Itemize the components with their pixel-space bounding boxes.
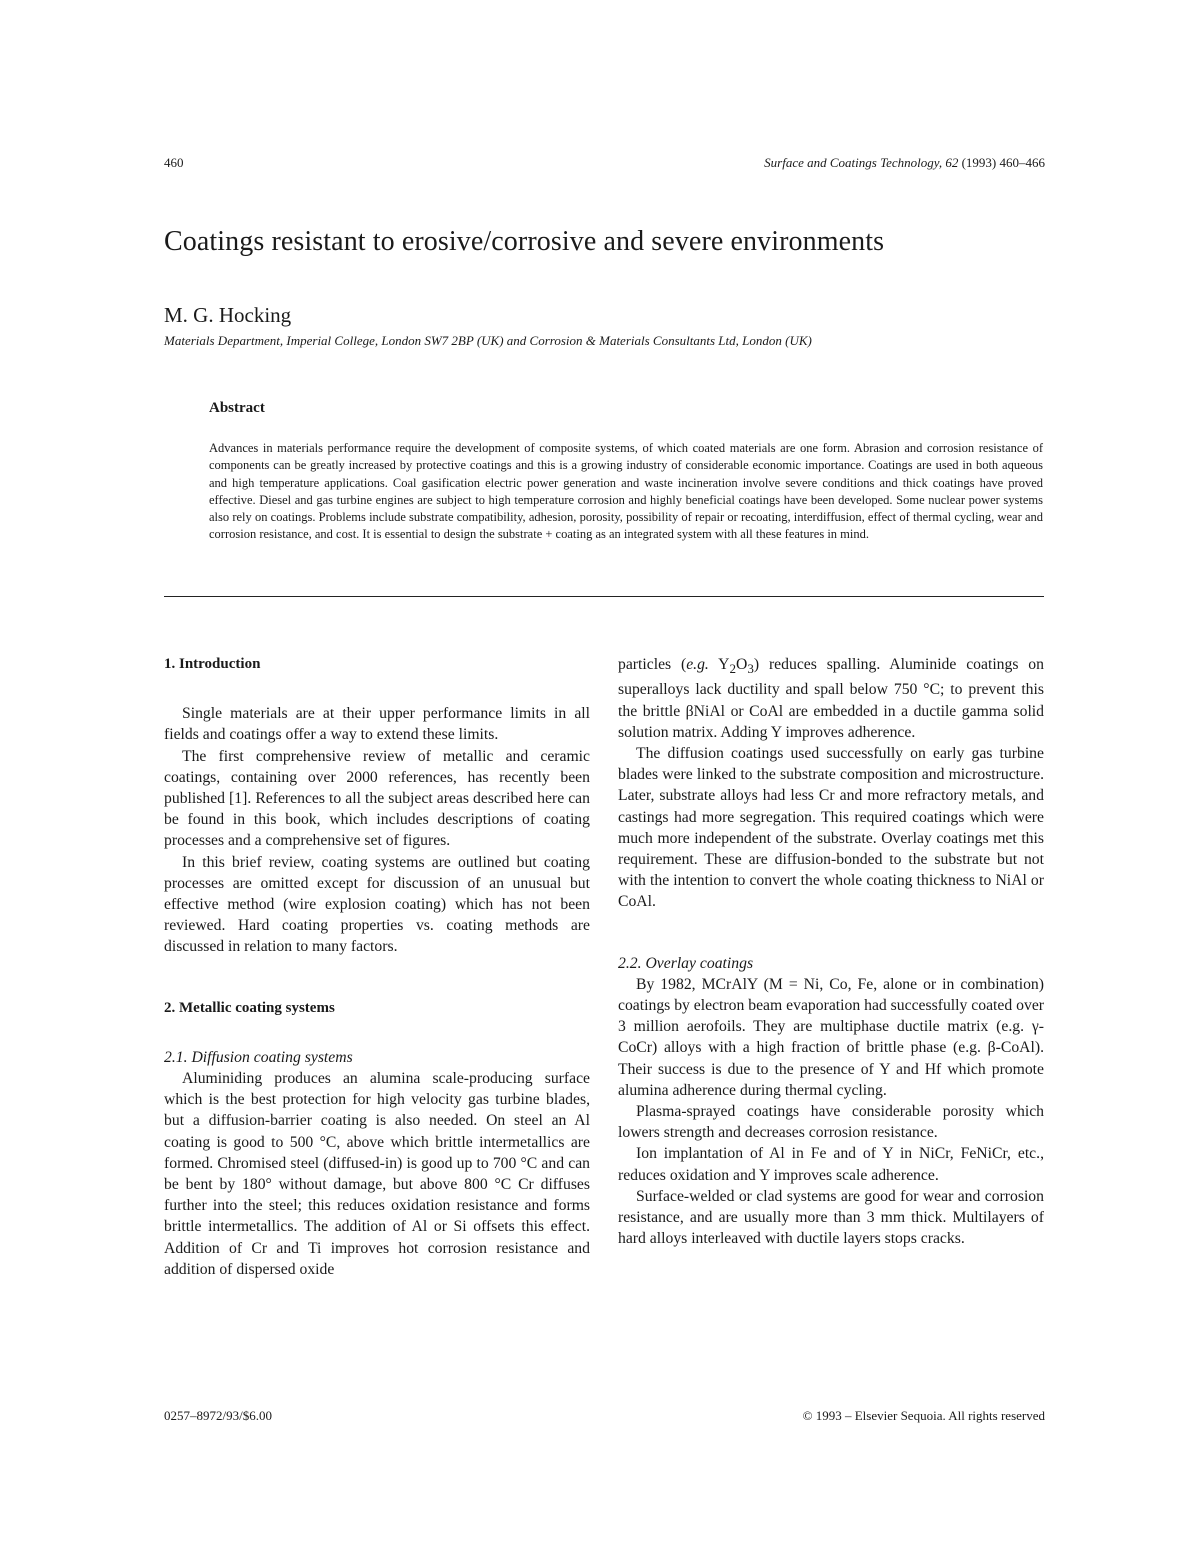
section-heading-metallic-coatings: 2. Metallic coating systems [164,999,335,1016]
intro-paragraph-2: The first comprehensive review of metallic and ceramic coatings, containing over 2000 references, has recently been published [1]. References to all the subject areas described here can be found in this book, which includes descriptions of coating processes and a comprehensive set of figures. [164,747,590,850]
journal-name: Surface and Coatings Technology, [764,155,943,170]
right-column [618,654,1044,1249]
diffusion-paragraph-1: Aluminiding produces an alumina scale-producing surface which is the best protection for high velocity gas turbine blades, but a diffusion-barrier coating is also needed. On steel an Al coating is good to 500 °C, above which brittle intermetallics are formed. Chromised steel (diffused-in) is good up to 700 °C and can be bent by 180° without damage, but above 800 °C Cr diffuses further into the steel; this reduces oxidation resistance and forms brittle intermetallics. The addition of Al or Si offsets this effect. Addition of Cr and Ti improves hot corrosion resistance and addition of dispersed oxide [164,1070,590,1278]
journal-year-pages: (1993) 460–466 [961,155,1045,170]
overlay-paragraph-2: Plasma-sprayed coatings have considerable porosity which lowers strength and decreases corrosion resistance. [618,1103,1044,1142]
paper-title: Coatings resistant to erosive/corrosive and severe environments [164,226,885,257]
continued-paragraph: particles (e.g. $Y_2O_3$) reduces spalling. Aluminide coatings on superalloys lack ductility and spall below 750 °C; to prevent this the brittle βNiAl or CoAl are embedded in a ductile gamma solid solution matrix. Adding Y improves adherence. [618,656,1044,741]
subsection-heading-diffusion: 2.1. Diffusion coating systems [164,1048,353,1066]
author-name: M. G. Hocking [164,303,292,327]
intro-paragraph-3: In this brief review, coating systems are outlined but coating processes are omitted except for discussion of an unusual but effective method (wire explosion coating) which has not been reviewed. Hard coating properties vs. coating methods are discussed in relation to many factors. [164,853,590,956]
page-number: 460 [164,155,184,170]
section-divider [164,596,1044,597]
abstract-text: Advances in materials performance require the development of composite systems, of which coated materials are one form. Abrasion and corrosion resistance of components can be greatly increased by protective coatings and this is a growing industry of considerable economic importance. Coatings are used in both aqueous and high temperature applications. Coal gasification electric power generation and waste incineration involve severe conditions and thick coatings have proved effective. Diesel and gas turbine engines are subject to high temperature corrosion and highly beneficial coatings have been developed. Some nuclear power systems also rely on coatings. Problems include substrate compatibility, adhesion, porosity, possibility of repair or recoating, interdiffusion, effect of thermal cycling, wear and corrosion resistance, and cost. It is essential to design the substrate + coating as an integrated system with all these features in mind. [209,441,1043,542]
intro-paragraph-1: Single materials are at their upper performance limits in all fields and coatings offer a way to extend these limits. [164,705,590,744]
author-affiliation: Materials Department, Imperial College, London SW7 2BP (UK) and Corrosion & Materials Consultants Ltd, London (UK) [164,333,812,348]
subsection-heading-overlay: 2.2. Overlay coatings [618,954,754,972]
footer-code: 0257–8972/93/$6.00 [164,1408,272,1423]
left-column [164,654,590,1280]
footer-copyright: © 1993 – Elsevier Sequoia. All rights reserved [802,1408,1045,1423]
abstract-heading: Abstract [209,400,265,416]
journal-volume: 62 [945,155,959,170]
section-heading-introduction: 1. Introduction [164,656,261,672]
overlay-paragraph-3: Ion implantation of Al in Fe and of Y in NiCr, FeNiCr, etc., reduces oxidation and Y improves scale adherence. [618,1145,1044,1184]
journal-citation [764,155,1045,171]
overlay-paragraph-4: Surface-welded or clad systems are good for wear and corrosion resistance, and are usually more than 3 mm thick. Multilayers of hard alloys interleaved with ductile layers stops cracks. [618,1187,1044,1248]
overlay-paragraph-1: By 1982, MCrAlY (M = Ni, Co, Fe, alone or in combination) coatings by electron beam evaporation had successfully coated over 3 million aerofoils. They are multiphase ductile matrix (e.g. γ-CoCr) alloys with a high fraction of brittle phase (e.g. β-CoAl). Their success is due to the presence of Y and Hf which promote alumina adherence during thermal cycling. [618,975,1045,1099]
diffusion-paragraph-2: The diffusion coatings used successfully on early gas turbine blades were linked to the substrate composition and microstructure. Later, substrate alloys had less Cr and more refractory metals, and castings had more segregation. This required coatings which were much more independent of the substrate. Overlay coatings met this requirement. These are diffusion-bonded to the substrate but not with the intention to convert the whole coating thickness to NiAl or CoAl. [618,744,1044,911]
